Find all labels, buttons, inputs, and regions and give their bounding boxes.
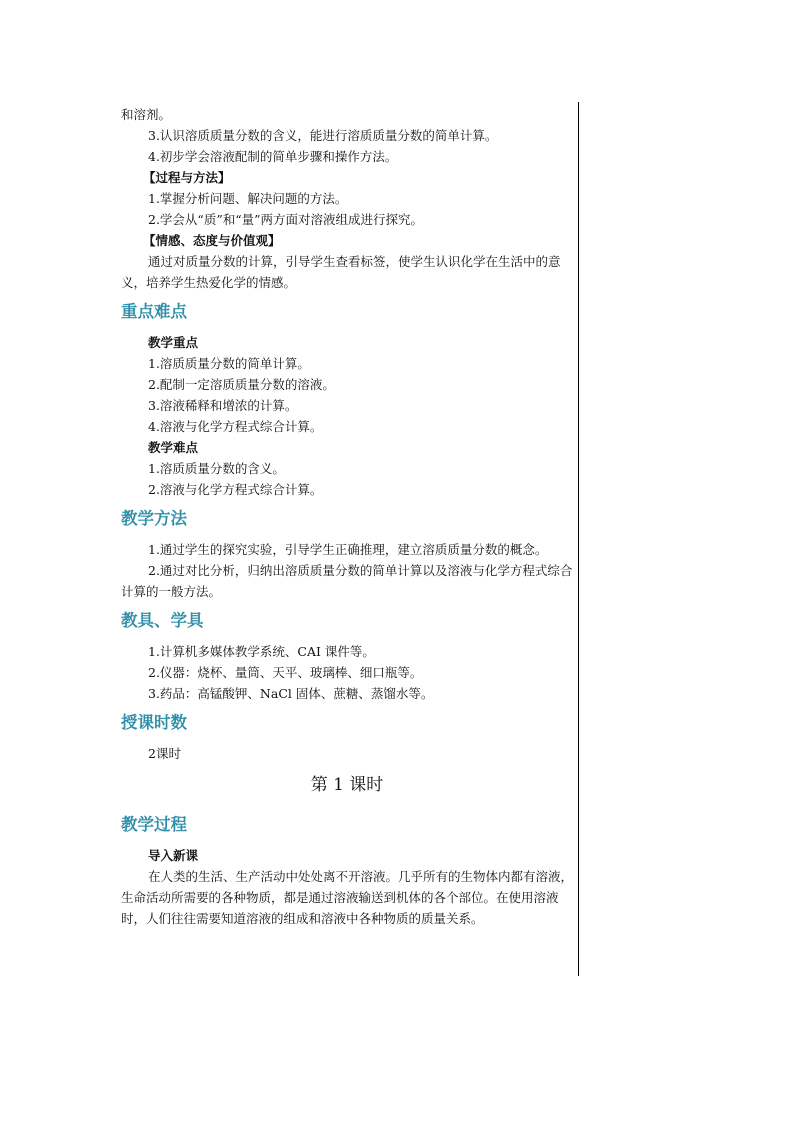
difficulty-item-2: 2.溶液与化学方程式综合计算。 xyxy=(148,482,323,497)
method-item-2: 2.通过对比分析，归纳出溶质质量分数的简单计算以及溶液与化学方程式综合计算的一般方法。 xyxy=(121,563,573,599)
intro-title: 导入新课 xyxy=(148,848,199,863)
lesson-title: 第 1 课时 xyxy=(310,775,384,795)
emotion-text: 通过对质量分数的计算，引导学生查看标签，使学生认识化学在生活中的意义，培养学生热爱化学的情感。 xyxy=(121,254,561,290)
key-points-heading: 重点难点 xyxy=(121,302,187,321)
process-method-item-2: 2.学会从“质”和“量”两方面对溶液组成进行探究。 xyxy=(148,212,423,227)
emotion-title: 【情感、态度与价值观】 xyxy=(143,233,281,248)
tool-item-2: 2.仪器：烧杯、量筒、天平、玻璃棒、细口瓶等。 xyxy=(148,665,423,680)
focus-item-3: 3.溶液稀释和增浓的计算。 xyxy=(148,398,298,413)
focus-item-4: 4.溶液与化学方程式综合计算。 xyxy=(148,419,323,434)
objective-fragment: 和溶剂。 xyxy=(121,107,172,122)
focus-item-1: 1.溶质质量分数的简单计算。 xyxy=(148,356,310,371)
focus-title: 教学重点 xyxy=(148,335,199,350)
objective-4: 4.初步学会溶液配制的简单步骤和操作方法。 xyxy=(148,149,398,164)
methods-heading: 教学方法 xyxy=(121,509,187,528)
process-heading: 教学过程 xyxy=(121,815,187,834)
focus-item-2: 2.配制一定溶质质量分数的溶液。 xyxy=(148,377,335,392)
objective-3: 3.认识溶质质量分数的含义，能进行溶质质量分数的简单计算。 xyxy=(148,128,498,143)
tool-item-3: 3.药品：高锰酸钾、NaCl 固体、蔗糖、蒸馏水等。 xyxy=(148,686,434,701)
right-margin-rule xyxy=(578,102,579,976)
tool-item-1: 1.计算机多媒体教学系统、CAI 课件等。 xyxy=(148,644,375,659)
process-method-item-1: 1.掌握分析问题、解决问题的方法。 xyxy=(148,191,348,206)
method-item-1: 1.通过学生的探究实验，引导学生正确推理，建立溶质质量分数的概念。 xyxy=(148,542,548,557)
hours-heading: 授课时数 xyxy=(121,713,187,732)
difficulty-item-1: 1.溶质质量分数的含义。 xyxy=(148,461,285,476)
tools-heading: 教具、学具 xyxy=(121,611,204,630)
difficulty-title: 教学难点 xyxy=(148,440,199,455)
intro-text: 在人类的生活、生产活动中处处离不开溶液。几乎所有的生物体内都有溶液，生命活动所需要的各种物质，都是通过溶液输送到机体的各个部位。在使用溶液时，人们往往需要知道溶液的组成和溶液中各种物质的质量关系。 xyxy=(121,869,574,926)
content-column xyxy=(121,104,573,929)
process-method-title: 【过程与方法】 xyxy=(143,170,231,185)
hours-text: 2课时 xyxy=(148,746,181,761)
